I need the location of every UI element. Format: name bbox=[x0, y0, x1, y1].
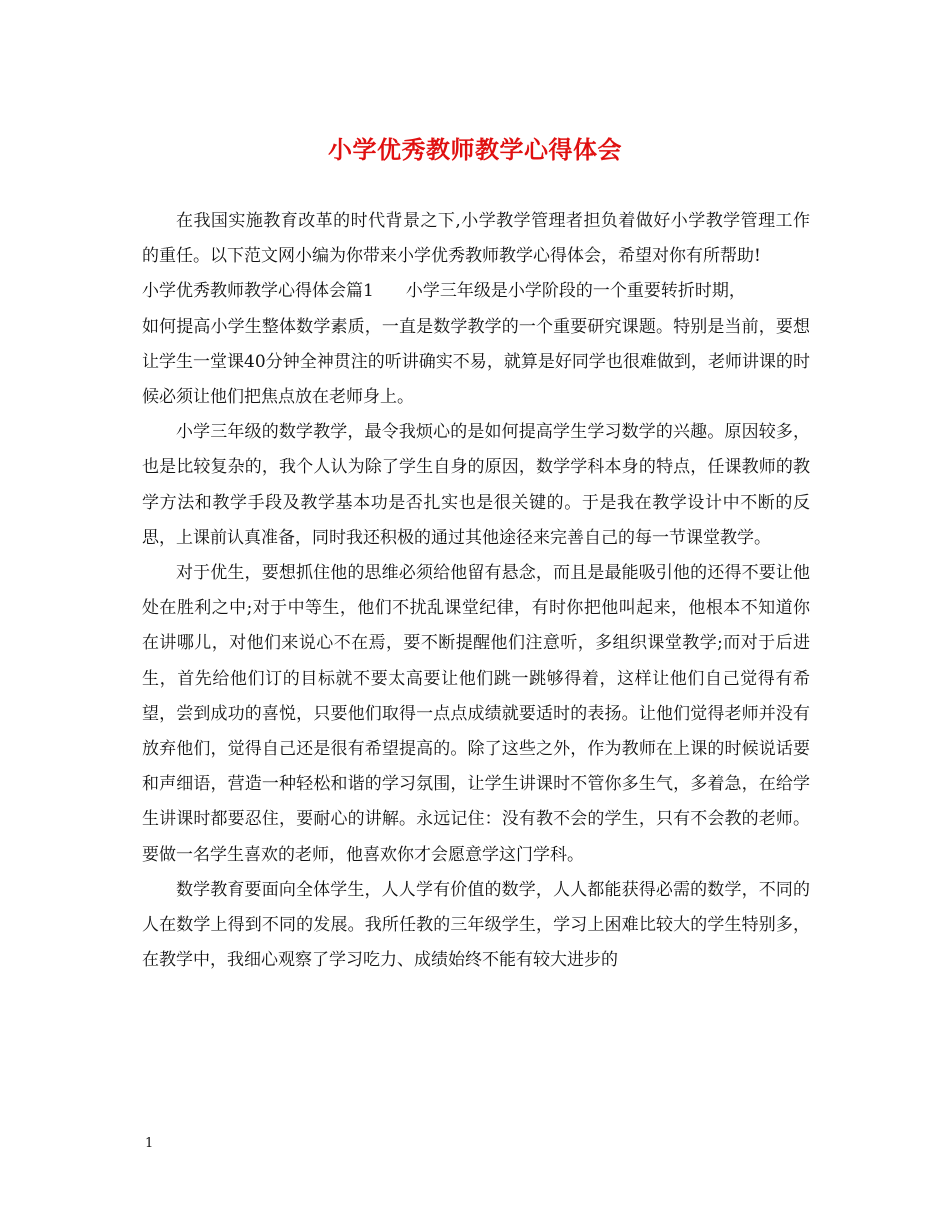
document-title: 小学优秀教师教学心得体会 bbox=[328, 135, 622, 164]
section-first-line: 小学三年级是小学阶段的一个重要转折时期， bbox=[405, 281, 746, 302]
document-body bbox=[142, 204, 810, 978]
page-number: 1 bbox=[145, 1136, 154, 1151]
body-paragraph-1: 如何提高小学生整体数学素质，一直是数学教学的一个重要研究课题。特别是当前，要想让学生一堂课40分钟全神贯注的听讲确实不易，就算是好同学也很难做到，老师讲课的时候必须让他们把焦点放在老师身上。 bbox=[142, 316, 810, 408]
section-heading-line bbox=[142, 274, 810, 309]
intro-paragraph: 在我国实施教育改革的时代背景之下,小学教学管理者担负着做好小学教学管理工作的重任。以下范文网小编为你带来小学优秀教师教学心得体会，希望对你有所帮助! bbox=[142, 211, 810, 267]
body-paragraph-4: 数学教育要面向全体学生，人人学有价值的数学，人人都能获得必需的数学，不同的人在数学上得到不同的发展。我所任教的三年级学生，学习上困难比较大的学生特别多，在教学中，我细心观察了学习吃力、成绩始终不能有较大进步的 bbox=[142, 879, 810, 971]
body-paragraph-3: 对于优生，要想抓住他的思维必须给他留有悬念，而且是最能吸引他的还得不要让他处在胜利之中;对于中等生，他们不扰乱课堂纪律，有时你把他叫起来，他根本不知道你在讲哪儿，对他们来说心不在焉，要不断提醒他们注意听，多组织课堂教学;而对于后进生，首先给他们订的目标就不要太高要让他们跳一跳够得着，这样让他们自己觉得有希望，尝到成功的喜悦，只要他们取得一点点成绩就要适时的表扬。让他们觉得老师并没有放弃他们，觉得自己还是很有希望提高的。除了这些之外，作为教师在上课的时候说话要和声细语，营造一种轻松和谐的学习氛围，让学生讲课时不管你多生气，多着急，在给学生讲课时都要忍住，要耐心的讲解。永远记住：没有教不会的学生，只有不会教的老师。要做一名学生喜欢的老师，他喜欢你才会愿意学这门学科。 bbox=[142, 563, 810, 865]
body-paragraph-2: 小学三年级的数学教学，最令我烦心的是如何提高学生学习数学的兴趣。原因较多，也是比较复杂的，我个人认为除了学生自身的原因，数学学科本身的特点，任课教师的教学方法和教学手段及教学基本功是否扎实也是很关键的。于是我在教学设计中不断的反思，上课前认真准备，同时我还积极的通过其他途径来完善自己的每一节课堂教学。 bbox=[142, 422, 810, 548]
section-heading: 小学优秀教师教学心得体会篇1 bbox=[142, 281, 374, 302]
